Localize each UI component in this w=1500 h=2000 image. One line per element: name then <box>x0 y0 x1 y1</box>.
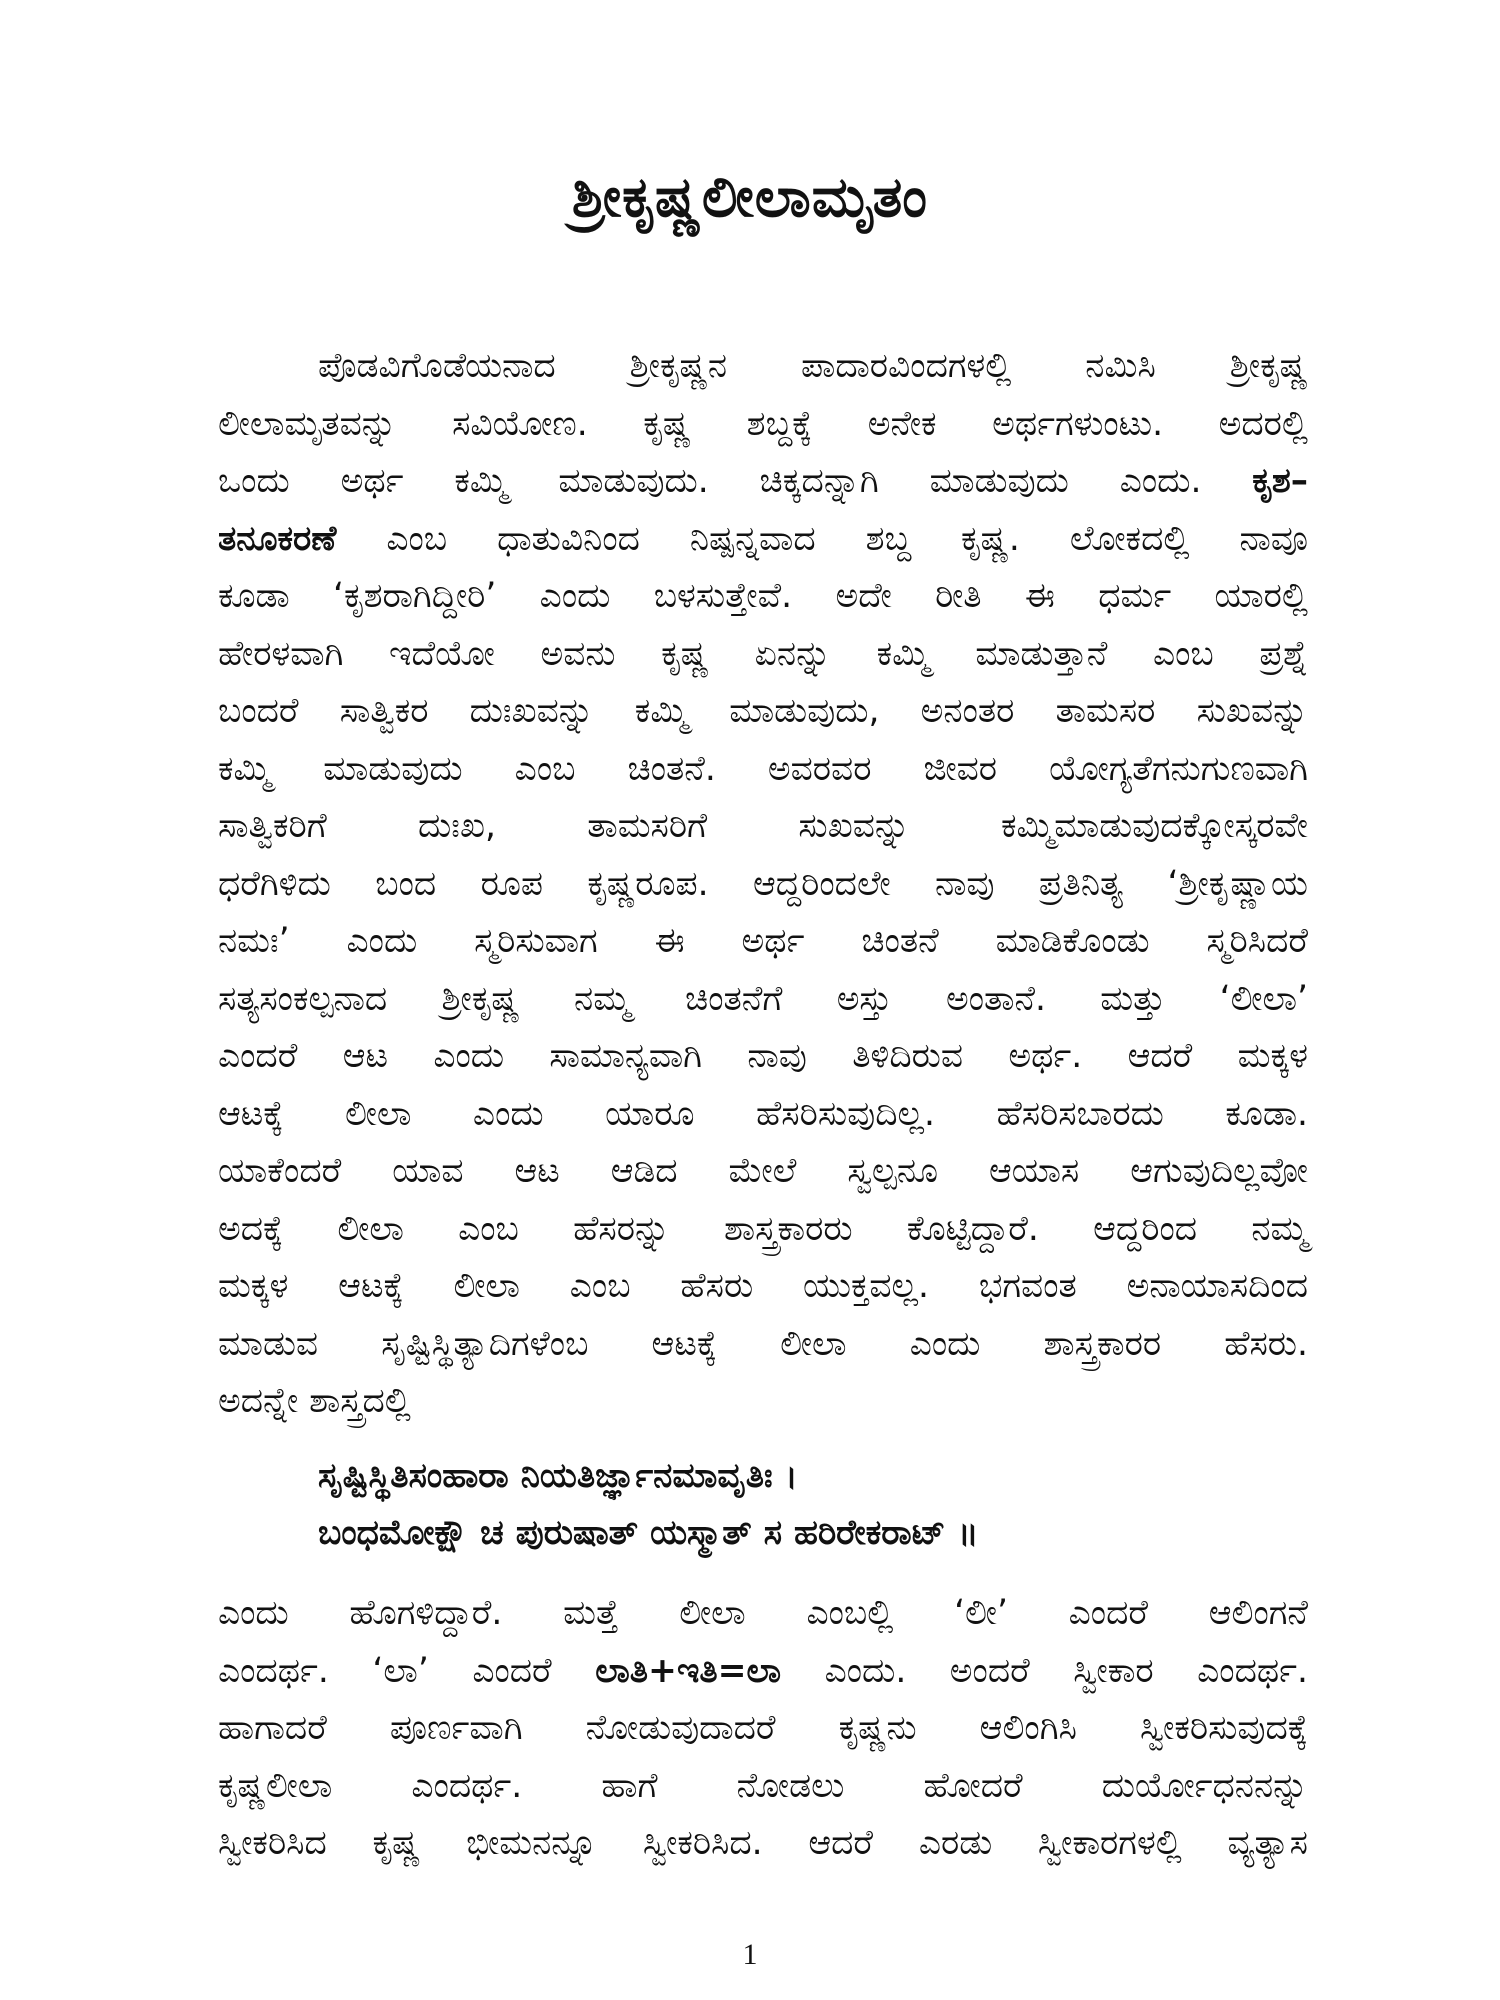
page-title: ಶ್ರೀಕೃಷ್ಣಲೀಲಾಮೃತಂ <box>571 165 929 230</box>
paragraph-1 <box>218 338 1308 1431</box>
text-line: ತನೂಕರಣೆ ಎಂಬ ಧಾತುವಿನಿಂದ ನಿಷ್ಪನ್ನವಾದ ಶಬ್ದ ಕೃಷ್ಣ. ಲೋಕದಲ್ಲಿ ನಾವೂ <box>218 518 1308 559</box>
bold-term: ಲಾತಿ+ಇತಿ=ಲಾ <box>595 1650 782 1691</box>
text-line: ಸಾತ್ವಿಕರಿಗೆ ದುಃಖ, ತಾಮಸರಿಗೆ ಸುಖವನ್ನು ಕಮ್ಮಿಮಾಡುವುದಕ್ಕೋಸ್ಕರವೇ <box>218 806 1308 846</box>
text-line: ಸ್ವೀಕರಿಸಿದ ಕೃಷ್ಣ ಭೀಮನನ್ನೂ ಸ್ವೀಕರಿಸಿದ. ಆದರೆ ಎರಡು ಸ್ವೀಕಾರಗಳಲ್ಲಿ ವ್ಯತ್ಯಾಸ <box>218 1823 1308 1863</box>
text-line: ಸತ್ಯಸಂಕಲ್ಪನಾದ ಶ್ರೀಕೃಷ್ಣ ನಮ್ಮ ಚಿಂತನೆಗೆ ಅಸ್ತು ಅಂತಾನೆ. ಮತ್ತು ‘ಲೀಲಾ’ <box>218 978 1308 1019</box>
bold-term: ಕೃಶ– <box>1252 461 1309 501</box>
sanskrit-verse <box>318 1448 1278 1562</box>
text-line: ಹಾಗಾದರೆ ಪೂರ್ಣವಾಗಿ ನೋಡುವುದಾದರೆ ಕೃಷ್ಣನು ಆಲಿಂಗಿಸಿ ಸ್ವೀಕರಿಸುವುದಕ್ಕೆ <box>218 1708 1308 1748</box>
text-line: ಒಂದು ಅರ್ಥ ಕಮ್ಮಿ ಮಾಡುವುದು. ಚಿಕ್ಕದನ್ನಾಗಿ ಮಾಡುವುದು ಎಂದು. ಕೃಶ– <box>218 461 1309 501</box>
text-line: ಕಮ್ಮಿ ಮಾಡುವುದು ಎಂಬ ಚಿಂತನೆ. ಅವರವರ ಜೀವರ ಯೋಗ್ಯತೆಗನುಗುಣವಾಗಿ <box>218 748 1308 789</box>
text-line: ಹೇರಳವಾಗಿ ಇದೆಯೋ ಅವನು ಕೃಷ್ಣ ಏನನ್ನು ಕಮ್ಮಿ ಮಾಡುತ್ತಾನೆ ಎಂಬ ಪ್ರಶ್ನೆ <box>218 633 1308 674</box>
text-line: ಮಾಡುವ ಸೃಷ್ಟಿಸ್ಥಿತ್ಯಾದಿಗಳೆಂಬ ಆಟಕ್ಕೆ ಲೀಲಾ ಎಂದು ಶಾಸ್ತ್ರಕಾರರ ಹೆಸರು. <box>218 1323 1308 1364</box>
text-line: ಎಂದು ಹೊಗಳಿದ್ದಾರೆ. ಮತ್ತೆ ಲೀಲಾ ಎಂಬಲ್ಲಿ ‘ಲೀ’ ಎಂದರೆ ಆಲಿಂಗನೆ <box>218 1593 1308 1633</box>
page-number: 1 <box>742 1938 758 1971</box>
paragraph-2 <box>218 1585 1308 1873</box>
text-line: ಮಕ್ಕಳ ಆಟಕ್ಕೆ ಲೀಲಾ ಎಂಬ ಹೆಸರು ಯುಕ್ತವಲ್ಲ. ಭಗವಂತ ಅನಾಯಾಸದಿಂದ <box>218 1266 1308 1306</box>
verse-line: ಸೃಷ್ಟಿಸ್ಥಿತಿಸಂಹಾರಾ ನಿಯತಿರ್ಜ್ಞಾನಮಾವೃತಿಃ । <box>318 1456 798 1496</box>
text-line: ಎಂದರೆ ಆಟ ಎಂದು ಸಾಮಾನ್ಯವಾಗಿ ನಾವು ತಿಳಿದಿರುವ ಅರ್ಥ. ಆದರೆ ಮಕ್ಕಳ <box>218 1036 1308 1076</box>
bold-term: ತನೂಕರಣೆ <box>218 518 337 559</box>
text-line: ಎಂದರ್ಥ. ‘ಲಾ’ ಎಂದರೆ ಲಾತಿ+ಇತಿ=ಲಾ ಎಂದು. ಅಂದರೆ ಸ್ವೀಕಾರ ಎಂದರ್ಥ. <box>218 1650 1308 1691</box>
verse-line: ಬಂಧಮೋಕ್ಷೌ ಚ ಪುರುಷಾತ್ ಯಸ್ಮಾತ್ ಸ ಹರಿರೇಕರಾಟ್ ॥ <box>318 1513 979 1553</box>
text-line: ಲೀಲಾಮೃತವನ್ನು ಸವಿಯೋಣ. ಕೃಷ್ಣ ಶಬ್ದಕ್ಕೆ ಅನೇಕ ಅರ್ಥಗಳುಂಟು. ಅದರಲ್ಲಿ <box>218 403 1308 444</box>
text-line: ಪೊಡವಿಗೊಡೆಯನಾದ ಶ್ರೀಕೃಷ್ಣನ ಪಾದಾರವಿಂದಗಳಲ್ಲಿ ನಮಿಸಿ ಶ್ರೀಕೃಷ್ಣ <box>318 346 1308 386</box>
text-line: ಕೂಡಾ ‘ಕೃಶರಾಗಿದ್ದೀರಿ’ ಎಂದು ಬಳಸುತ್ತೇವೆ. ಅದೇ ರೀತಿ ಈ ಧರ್ಮ ಯಾರಲ್ಲಿ <box>218 576 1308 616</box>
text-line: ನಮಃ’ ಎಂದು ಸ್ಮರಿಸುವಾಗ ಈ ಅರ್ಥ ಚಿಂತನೆ ಮಾಡಿಕೊಂಡು ಸ್ಮರಿಸಿದರೆ <box>218 921 1308 961</box>
text-line: ಧರೆಗಿಳಿದು ಬಂದ ರೂಪ ಕೃಷ್ಣರೂಪ. ಆದ್ದರಿಂದಲೇ ನಾವು ಪ್ರತಿನಿತ್ಯ ‘ಶ್ರೀಕೃಷ್ಣಾಯ <box>218 863 1308 904</box>
text-line: ಯಾಕೆಂದರೆ ಯಾವ ಆಟ ಆಡಿದ ಮೇಲೆ ಸ್ವಲ್ಪನೂ ಆಯಾಸ ಆಗುವುದಿಲ್ಲವೋ <box>218 1151 1308 1191</box>
text-line: ಬಂದರೆ ಸಾತ್ವಿಕರ ದುಃಖವನ್ನು ಕಮ್ಮಿ ಮಾಡುವುದು, ಅನಂತರ ತಾಮಸರ ಸುಖವನ್ನು <box>218 691 1308 731</box>
text-line: ಆಟಕ್ಕೆ ಲೀಲಾ ಎಂದು ಯಾರೂ ಹೆಸರಿಸುವುದಿಲ್ಲ. ಹೆಸರಿಸಬಾರದು ಕೂಡಾ. <box>218 1093 1308 1134</box>
text-line: ಅದಕ್ಕೆ ಲೀಲಾ ಎಂಬ ಹೆಸರನ್ನು ಶಾಸ್ತ್ರಕಾರರು ಕೊಟ್ಟಿದ್ದಾರೆ. ಆದ್ದರಿಂದ ನಮ್ಮ <box>218 1208 1308 1249</box>
text-line: ಕೃಷ್ಣಲೀಲಾ ಎಂದರ್ಥ. ಹಾಗೆ ನೋಡಲು ಹೋದರೆ ದುರ್ಯೋಧನನನ್ನು <box>218 1765 1308 1806</box>
text-line: ಅದನ್ನೇ ಶಾಸ್ತ್ರದಲ್ಲಿ <box>218 1381 411 1421</box>
